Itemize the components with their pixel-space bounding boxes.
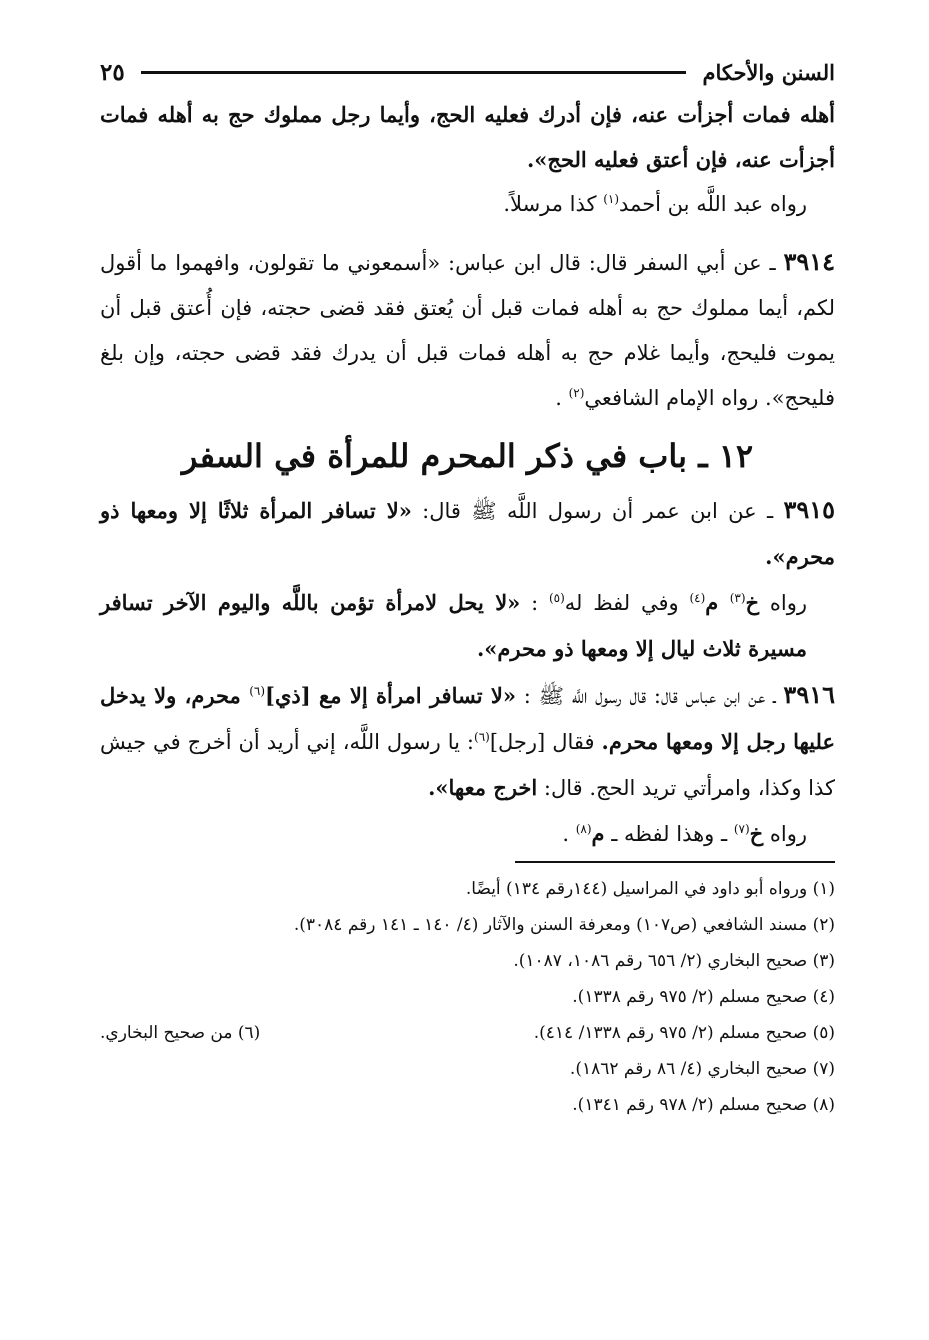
header-rule — [141, 71, 687, 74]
page-header — [100, 52, 835, 92]
source-text: : — [520, 591, 549, 615]
footnotes — [100, 871, 835, 1123]
footnote-3: (٣) صحيح البخاري (٢/ ٦٥٦ رقم ١٠٨٦، ١٠٨٧). — [513, 951, 835, 971]
source-abbrev: خ — [745, 590, 760, 615]
hadith-number: ٣٩١٥ — [783, 495, 836, 524]
footnote-divider — [515, 861, 835, 863]
source-abbrev: م — [591, 821, 605, 846]
footnote-row-5-6 — [100, 1015, 835, 1051]
hadith-text: : يا رسول اللَّه، إني أريد أن أخرج في جيش كذا وكذا، وامرأتي تريد الحج. قال: — [100, 730, 835, 800]
footnote-ref: (٨) — [575, 822, 592, 836]
footnote-5: (٥) صحيح مسلم (٢/ ٩٧٥ رقم ١٣٣٨/ ٤١٤). — [533, 1023, 835, 1043]
footnote-7: (٧) صحيح البخاري (٤/ ٨٦ رقم ١٨٦٢). — [569, 1059, 835, 1079]
footnote-ref: (٧) — [733, 822, 750, 836]
hadith-3915 — [100, 487, 835, 580]
source-abbrev: خ — [749, 821, 764, 846]
footnote-8: (٨) صحيح مسلم (٢/ ٩٧٨ رقم ١٣٤١). — [572, 1095, 835, 1115]
hadith-text: ـ عن ابن عمر أن رسول اللَّه ﷺ قال: — [411, 499, 784, 523]
footnote-ref: (٦) — [474, 730, 490, 744]
continued-hadith-source — [100, 182, 835, 227]
book-page — [100, 52, 835, 1123]
book-title: السنن والأحكام — [702, 59, 835, 85]
source-text: ـ وهذا لفظه ـ — [604, 822, 734, 846]
hadith-text: ـ عن ابن عباس قال: قال رسول اللَّه ﷺ : — [516, 684, 784, 708]
hadith-3914 — [100, 239, 835, 421]
hadith-text-end: . — [555, 386, 569, 410]
footnote-ref: (١) — [603, 192, 620, 206]
footnote-6: (٦) من صحيح البخاري. — [100, 1023, 261, 1043]
footnote-4: (٤) صحيح مسلم (٢/ ٩٧٥ رقم ١٣٣٨). — [572, 987, 835, 1007]
hadith-text: فقال [رجل] — [489, 730, 602, 754]
footnote-ref: (٤) — [689, 591, 706, 605]
hadith-quote: «لا يحل لامرأة تؤمن باللَّه واليوم الآخر تسافر مسيرة ثلاث ليال إلا ومعها ذو محرم». — [100, 590, 807, 661]
hadith-number: ٣٩١٦ — [783, 680, 835, 709]
source-text: رواه — [759, 591, 807, 615]
footnote-ref: (٢) — [568, 386, 585, 400]
source-abbrev: م — [705, 590, 730, 615]
hadith-text: ـ عن أبي السفر قال: قال ابن عباس: «أسمعوني ما تقولون، وافهموا ما أقول لكم، أيما مملوك حج به أهله فمات قبل أن يُعتق فقد قضى حجته، فإن أُعتق قبل أن يموت فليحج، وأيما غلام حج به أهله فمات قبل أن يدرك فقد قضى حجته، وإن بلغ فليحج». رواه الإمام الشافعي — [100, 251, 835, 410]
page-number: ٢٥ — [100, 58, 125, 86]
hadith-3915-source — [100, 580, 835, 672]
hadith-quote: اخرج معها». — [428, 775, 538, 800]
footnote-ref: (٦) — [249, 684, 266, 698]
source-text: وفي لفظ له — [564, 591, 690, 615]
hadith-quote: «لا تسافر المرأة ثلاثًا إلا ومعها ذو محرم». — [100, 498, 835, 569]
continued-hadith-text: أهله فمات أجزأت عنه، فإن أدرك فعليه الحج، وأيما رجل مملوك حج به أهله فمات أجزأت عنه، فإن أعتق فعليه الحج». — [100, 102, 835, 172]
hadith-quote: محرم، ولا يدخل عليها رجل إلا ومعها محرم. — [100, 683, 835, 754]
footnote-ref: (٥) — [548, 591, 565, 605]
hadith-3916-source — [100, 811, 835, 857]
hadith-number: ٣٩١٤ — [783, 247, 835, 276]
source-text: رواه عبد اللَّه بن أحمد — [619, 192, 807, 216]
source-text: رواه — [763, 822, 807, 846]
footnote-1: (١) ورواه أبو داود في المراسيل (١٤٤رقم ١٣٤) أيضًا. — [465, 879, 835, 899]
source-text-end: كذا مرسلاً. — [503, 192, 604, 216]
chapter-title: ١٢ ـ باب في ذكر المحرم للمرأة في السفر — [181, 437, 754, 475]
source-text: . — [562, 822, 576, 846]
footnote-ref: (٣) — [729, 591, 746, 605]
hadith-quote: «لا تسافر امرأة إلا مع [ذي] — [265, 683, 517, 708]
footnote-2: (٢) مسند الشافعي (ص١٠٧) ومعرفة السنن والآثار (٤/ ١٤٠ ـ ١٤١ رقم ٣٠٨٤). — [293, 915, 835, 935]
hadith-3916 — [100, 672, 835, 811]
